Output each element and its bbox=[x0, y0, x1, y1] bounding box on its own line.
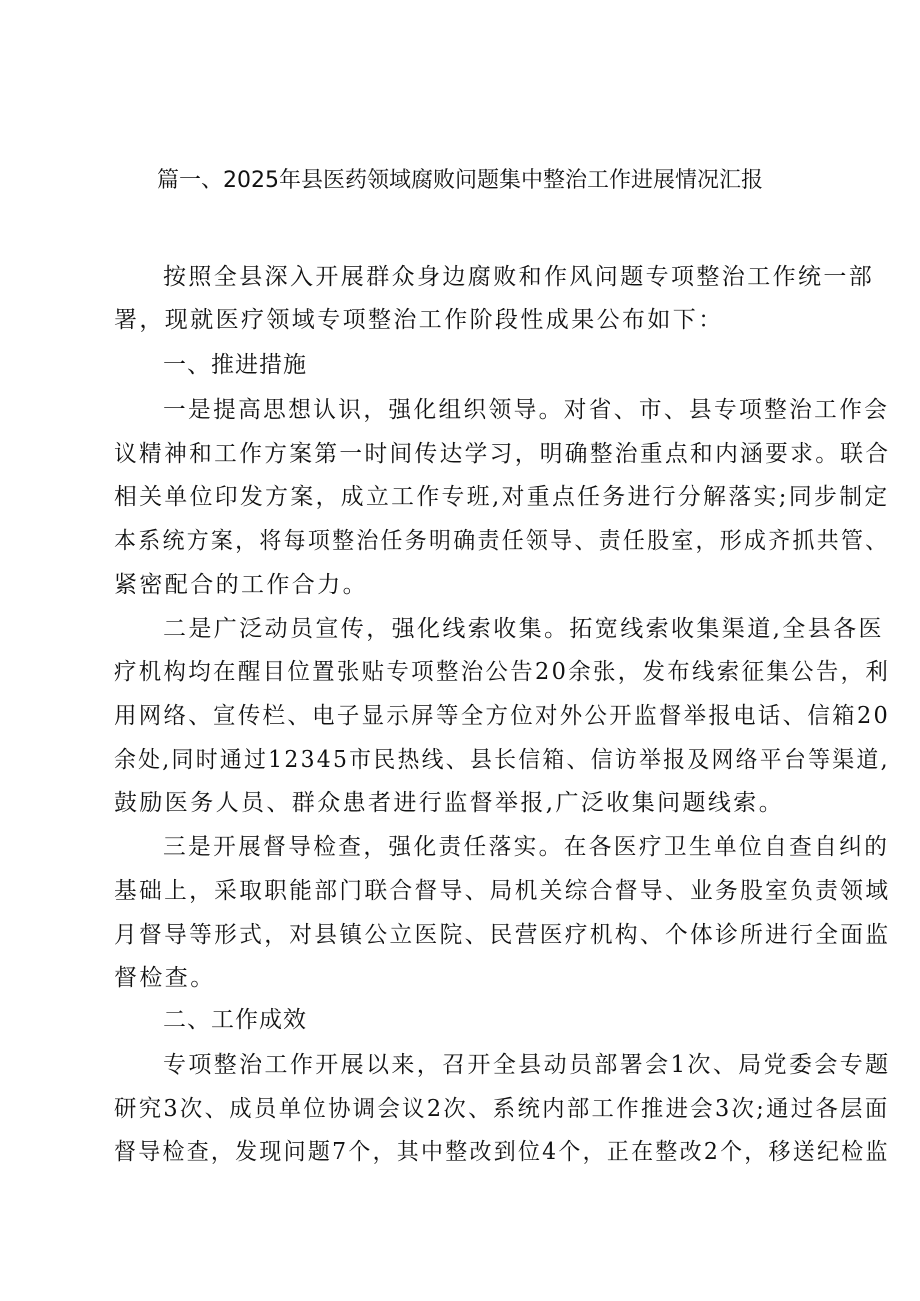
paragraph-line: 二是广泛动员宣传，强化线索收集。拓宽线索收集渠道,全县各医 bbox=[163, 616, 884, 642]
paragraph-line: 督检查。 bbox=[114, 965, 216, 991]
paragraph-line: 专项整治工作开展以来，召开全县动员部署会1次、局党委会专题 bbox=[163, 1052, 891, 1078]
paragraph-line: 三是开展督导检查，强化责任落实。在各医疗卫生单位自查自纠的 bbox=[163, 834, 890, 860]
section-heading-results: 二、工作成效 bbox=[163, 1007, 307, 1033]
paragraph-line: 月督导等形式，对县镇公立医院、民营医疗机构、个体诊所进行全面监 bbox=[114, 922, 891, 948]
paragraph-line: 用网络、宣传栏、电子显示屏等全方位对外公开监督举报电话、信箱20 bbox=[114, 703, 891, 729]
paragraph-line: 紧密配合的工作合力。 bbox=[114, 572, 368, 598]
paragraph-line: 相关单位印发方案，成立工作专班,对重点任务进行分解落实;同步制定 bbox=[114, 484, 890, 510]
paragraph-line: 鼓励医务人员、群众患者进行监督举报,广泛收集问题线索。 bbox=[114, 790, 785, 816]
section-heading-measures: 一、推进措施 bbox=[163, 352, 307, 378]
paragraph-line: 按照全县深入开展群众身边腐败和作风问题专项整治工作统一部 bbox=[163, 264, 875, 290]
paragraph-line: 余处,同时通过12345市民热线、县长信箱、信访举报及网络平台等渠道, bbox=[114, 747, 890, 773]
paragraph-line: 研究3次、成员单位协调会议2次、系统内部工作推进会3次;通过各层面 bbox=[114, 1096, 890, 1122]
paragraph-line: 疗机构均在醒目位置张贴专项整治公告20余张，发布线索征集公告，利 bbox=[114, 659, 891, 685]
paragraph-line: 议精神和工作方案第一时间传达学习，明确整治重点和内涵要求。联合 bbox=[114, 441, 891, 467]
document-title: 篇一、2025年县医药领域腐败问题集中整治工作进展情况汇报 bbox=[157, 168, 763, 193]
paragraph-line: 督导检查，发现问题7个，其中整改到位4个，正在整改2个，移送纪检监 bbox=[114, 1139, 890, 1165]
paragraph-line: 本系统方案，将每项整治任务明确责任领导、责任股室，形成齐抓共管、 bbox=[114, 528, 890, 554]
paragraph-line: 署，现就医疗领域专项整治工作阶段性成果公布如下： bbox=[114, 307, 724, 333]
paragraph-line: 一是提高思想认识，强化组织领导。对省、市、县专项整治工作会 bbox=[163, 397, 890, 423]
paragraph-line: 基础上，采取职能部门联合督导、局机关综合督导、业务股室负责领域 bbox=[114, 878, 891, 904]
